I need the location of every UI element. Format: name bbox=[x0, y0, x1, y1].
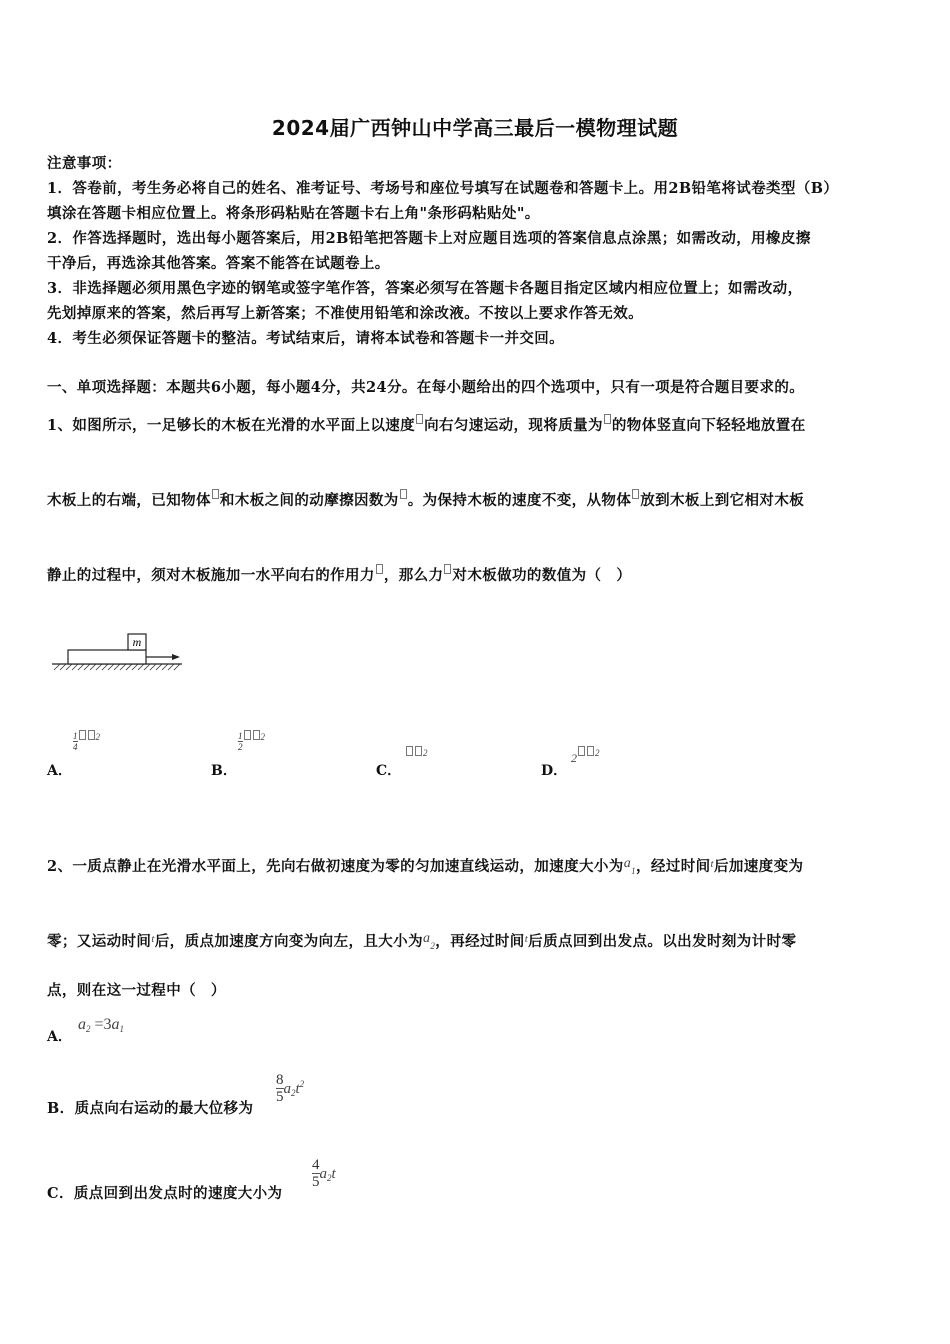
ground-hatch bbox=[54, 664, 180, 670]
q2-option-c-text: 质点回到出发点时的速度大小为 bbox=[73, 1185, 283, 1202]
missing-formula-icon bbox=[578, 746, 585, 756]
q1-option-c-label: C． bbox=[376, 763, 402, 779]
q2-option-c bbox=[47, 1182, 282, 1203]
missing-formula-icon bbox=[415, 746, 422, 756]
q2-option-c-formula: $\frac{4}{5}$ $a_2t$ bbox=[312, 1157, 336, 1190]
q2-option-b bbox=[47, 1097, 253, 1118]
q1-option-a-formula: $\frac{1}{4}$ $^2$ bbox=[73, 731, 100, 752]
q2-option-b-text: 质点向右运动的最大位移为 bbox=[74, 1100, 254, 1117]
block-label: m bbox=[132, 635, 142, 649]
board bbox=[68, 650, 146, 664]
q2-option-b-label: B． bbox=[47, 1100, 75, 1117]
notice-line: 先划掉原来的答案，然后再写上新答案；不准使用铅笔和涂改液。不按以上要求作答无效。 bbox=[47, 305, 643, 322]
missing-formula-icon bbox=[444, 564, 451, 574]
q1-option-d-label: D． bbox=[541, 763, 568, 779]
missing-formula-icon bbox=[416, 414, 423, 424]
q1-line-1 bbox=[47, 414, 806, 435]
missing-formula-icon bbox=[376, 564, 383, 574]
arrow-head-icon bbox=[172, 654, 180, 660]
q2-text: 2、一质点静止在光滑水平面上，先向右做初速度为零的匀加速直线运动，加速度大小为 bbox=[47, 858, 624, 875]
q1-line-2 bbox=[47, 489, 804, 510]
q1-option-b-formula: $\frac{1}{2}$ $^2$ bbox=[238, 731, 265, 752]
q1-text: 放到木板上到它相对木板 bbox=[640, 492, 805, 509]
q2-text: ，再经过时间 bbox=[435, 933, 525, 950]
missing-formula-icon bbox=[79, 730, 86, 740]
q1-text: 和木板之间的动摩擦因数为 bbox=[219, 492, 399, 509]
missing-formula-icon bbox=[244, 730, 251, 740]
q2-line-2: 零；又运动时间$^t$后，质点加速度方向变为向左，且大小为$a_2$，再经过时间$^t$后质点回到出发点。以出发时刻为计时零 bbox=[47, 931, 797, 951]
notice-line: 3．非选择题必须用黑色字迹的钢笔或签字笔作答，答案必须写在答题卡各题目指定区域内相应位置上；如需改动， bbox=[47, 280, 803, 297]
q2-line-1: 2、一质点静止在光滑水平面上，先向右做初速度为零的匀加速直线运动，加速度大小为$a_1$，经过时间$^t$后加速度变为 bbox=[47, 856, 804, 876]
page-title: 2024届广西钟山中学高三最后一模物理试题 bbox=[271, 116, 679, 140]
missing-formula-icon bbox=[632, 489, 639, 499]
q2-text: 后质点回到出发点。以出发时刻为计时零 bbox=[528, 933, 797, 950]
q2-option-c-label: C． bbox=[47, 1185, 74, 1202]
q1-text: 向右匀速运动，现将质量为 bbox=[424, 417, 603, 434]
q1-option-c-formula: 2 bbox=[405, 746, 428, 766]
q1-text: 静止的过程中，须对木板施加一水平向右的作用力 bbox=[47, 567, 375, 584]
q1-text: 的物体竖直向下轻轻地放置在 bbox=[611, 417, 806, 434]
notice-line: 4．考生必须保证答题卡的整洁。考试结束后，请将本试卷和答题卡一并交回。 bbox=[47, 330, 565, 347]
missing-formula-icon bbox=[212, 489, 219, 499]
q1-text: ，那么力 bbox=[383, 567, 444, 584]
q2-text: 后，质点加速度方向变为向左，且大小为 bbox=[154, 933, 423, 950]
q1-text: 。为保持木板的速度不变，从物体 bbox=[407, 492, 632, 509]
notice-heading: 注意事项： bbox=[47, 155, 122, 172]
q2-text: 零；又运动时间 bbox=[47, 933, 152, 950]
notice-line: 1．答卷前，考生务必将自己的姓名、准考证号、考场号和座位号填写在试题卷和答题卡上。用2B铅笔将试卷类型（B） bbox=[47, 180, 839, 197]
notice-line: 干净后，再选涂其他答案。答案不能答在试题卷上。 bbox=[47, 255, 390, 272]
q2-line-3: 点，则在这一过程中（ ） bbox=[47, 982, 226, 999]
q2-option-a-formula: $a_2 =3a_1$ bbox=[78, 1016, 125, 1034]
q1-line-3 bbox=[47, 564, 631, 585]
missing-formula-icon bbox=[406, 746, 413, 756]
q1-option-a-label: A． bbox=[47, 763, 72, 779]
q1-text: 对木板做功的数值为（ ） bbox=[452, 567, 632, 584]
q1-figure bbox=[50, 628, 185, 674]
notice-line: 2．作答选择题时，选出每小题答案后，用2B铅笔把答题卡上对应题目选项的答案信息点涂黑；如需改动，用橡皮擦 bbox=[47, 230, 811, 247]
section-heading: 一、单项选择题：本题共6小题，每小题4分，共24分。在每小题给出的四个选项中，只有一项是符合题目要求的。 bbox=[47, 379, 805, 396]
q1-option-b-label: B． bbox=[211, 763, 237, 779]
q2-text: ，经过时间 bbox=[636, 858, 711, 875]
q2-option-b-formula: $\frac{8}{5}$ $a_2t^2$ bbox=[276, 1072, 305, 1105]
missing-formula-icon bbox=[253, 730, 260, 740]
missing-formula-icon bbox=[587, 746, 594, 756]
q1-text: 木板上的右端，已知物体 bbox=[47, 492, 211, 509]
q2-option-a-label: A． bbox=[47, 1029, 72, 1045]
missing-formula-icon bbox=[604, 414, 611, 424]
missing-formula-icon bbox=[88, 730, 95, 740]
q1-text: 1、如图所示，一足够长的木板在光滑的水平面上以速度 bbox=[47, 417, 416, 434]
q2-text: 后加速度变为 bbox=[713, 858, 804, 875]
missing-formula-icon bbox=[400, 489, 407, 499]
q1-option-d-formula: 2 $^2$ bbox=[571, 748, 600, 765]
notice-line: 填涂在答题卡相应位置上。将条形码粘贴在答题卡右上角"条形码粘贴处"。 bbox=[47, 205, 540, 222]
